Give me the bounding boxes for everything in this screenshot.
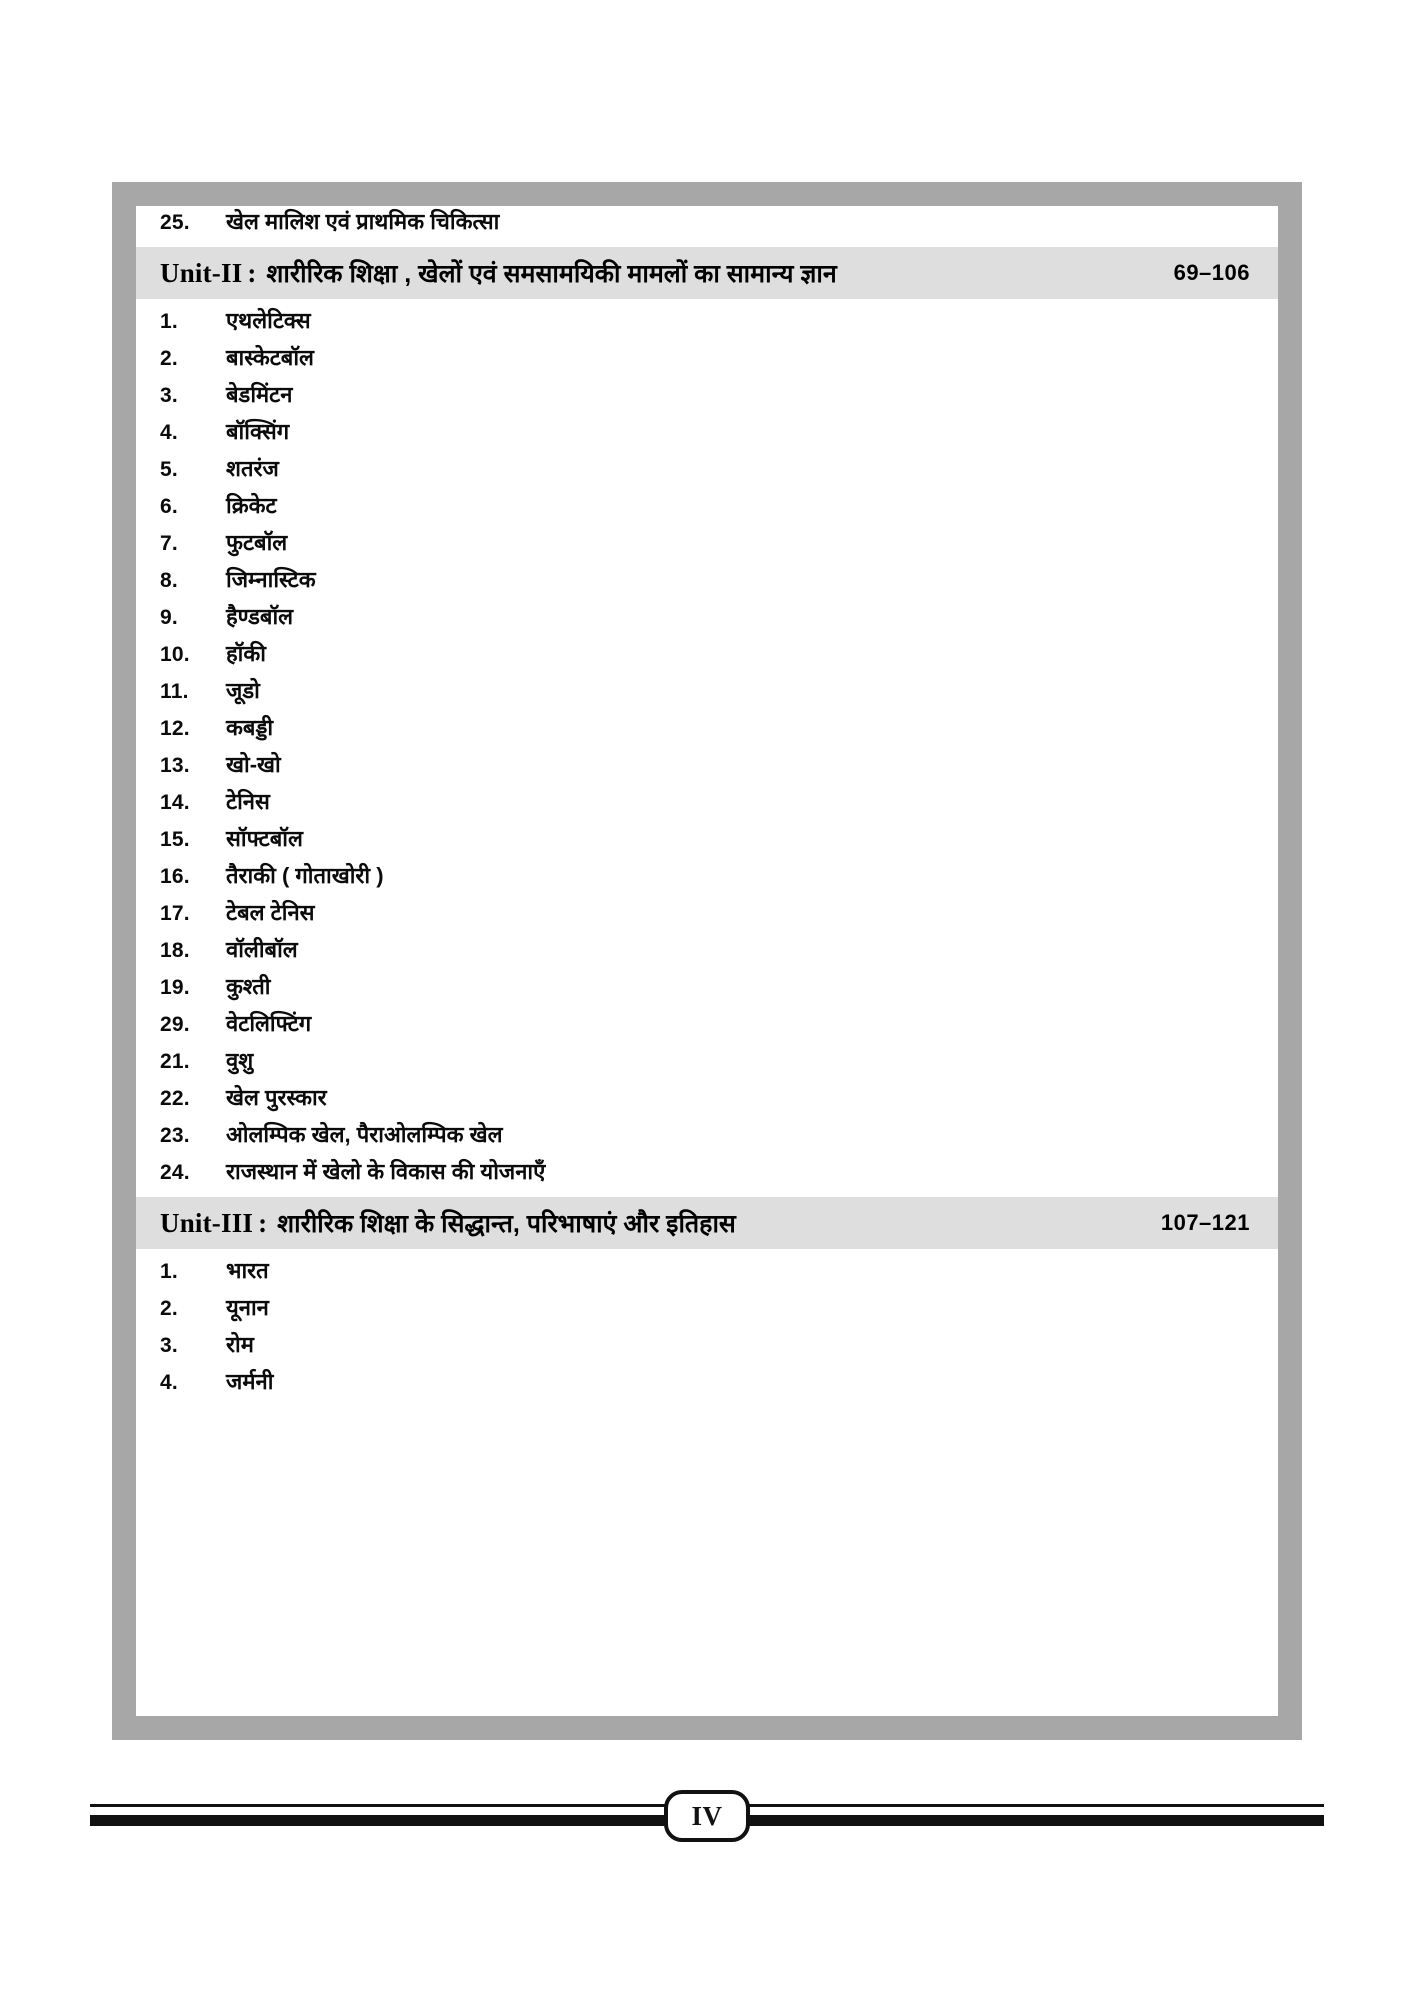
list-item-number: 16. — [160, 865, 190, 888]
list-item-number: 9. — [160, 606, 178, 629]
list-item-label: वेटलिफ्टिंग — [226, 1011, 312, 1036]
list-item-number: 6. — [160, 495, 178, 518]
list-item — [136, 1045, 1278, 1082]
unit-header — [136, 247, 1278, 299]
list-item-number: 23. — [160, 1124, 190, 1147]
page-number: IV — [691, 1800, 723, 1831]
list-item — [136, 305, 1278, 342]
page-border-frame — [112, 182, 1302, 1740]
list-item — [136, 1366, 1278, 1403]
list-item-number: 19. — [160, 976, 190, 999]
unit-label: Unit-III — [160, 1208, 254, 1238]
list-item-label: वॉलीबॉल — [226, 937, 298, 962]
list-item-number: 2. — [160, 1297, 178, 1320]
list-item-label: बॉक्सिंग — [226, 419, 290, 444]
list-item-number: 8. — [160, 569, 178, 592]
page-number-badge — [664, 1790, 750, 1842]
list-item-label: खो-खो — [226, 752, 281, 777]
list-item-number: 29. — [160, 1013, 190, 1036]
list-item-number: 11. — [160, 680, 189, 703]
list-item-number: 5. — [160, 458, 178, 481]
list-item-number: 22. — [160, 1087, 190, 1110]
list-item-label: एथलेटिक्स — [226, 308, 311, 333]
list-item-number: 1. — [160, 1260, 178, 1283]
list-item-number: 18. — [160, 939, 190, 962]
list-item-number: 21. — [160, 1050, 190, 1073]
list-item-label: जर्मनी — [226, 1369, 274, 1394]
list-item-number: 3. — [160, 384, 178, 407]
list-item-number: 1. — [160, 310, 178, 333]
list-item-label: क्रिकेट — [226, 493, 277, 518]
list-item-number: 14. — [160, 791, 190, 814]
unit-subject: शारीरिक शिक्षा , खेलों एवं समसामयिकी मामलों का सामान्य ज्ञान — [266, 260, 837, 288]
list-item — [136, 490, 1278, 527]
list-item-number: 25. — [160, 211, 190, 234]
list-item-number: 10. — [160, 643, 190, 666]
list-item — [136, 527, 1278, 564]
list-item-number: 12. — [160, 717, 190, 740]
list-item — [136, 564, 1278, 601]
list-item — [136, 1008, 1278, 1045]
list-item-number: 2. — [160, 347, 178, 370]
unit-page-range: 69–106 — [1173, 260, 1250, 285]
list-item — [136, 638, 1278, 675]
list-item-label: टेनिस — [226, 789, 270, 814]
list-item — [136, 860, 1278, 897]
list-item-number: 15. — [160, 828, 190, 851]
list-item-label: कुश्ती — [226, 974, 271, 999]
unit-page-range: 107–121 — [1160, 1210, 1250, 1235]
list-item — [136, 1292, 1278, 1329]
page-sheet — [136, 206, 1278, 1716]
list-item-label: यूनान — [226, 1295, 269, 1320]
table-of-contents — [136, 247, 1278, 1403]
list-item-number: 17. — [160, 902, 190, 925]
list-item-label: हैण्डबॉल — [226, 604, 294, 629]
list-item-number: 4. — [160, 1371, 178, 1394]
page-footer — [90, 1790, 1324, 1860]
list-item — [136, 1082, 1278, 1119]
list-item-label: भारत — [226, 1258, 269, 1283]
list-item-number: 3. — [160, 1334, 178, 1357]
list-item-label: ओलम्पिक खेल, पैराओलम्पिक खेल — [226, 1122, 503, 1147]
list-item-label: जिम्नास्टिक — [226, 567, 316, 592]
list-item — [136, 712, 1278, 749]
list-item-label: हॉकी — [226, 641, 266, 666]
list-item — [136, 206, 1278, 243]
list-item-number: 13. — [160, 754, 190, 777]
unit-colon: : — [258, 1208, 268, 1238]
list-item-number: 24. — [160, 1161, 190, 1184]
list-item — [136, 453, 1278, 490]
list-item — [136, 1329, 1278, 1366]
unit-header — [136, 1197, 1278, 1249]
list-item — [136, 601, 1278, 638]
list-item-label: शतरंज — [226, 456, 279, 481]
unit-subject: शारीरिक शिक्षा के सिद्धान्त, परिभाषाएं और इतिहास — [277, 1210, 736, 1238]
list-item — [136, 1119, 1278, 1156]
list-item-label: तैराकी ( गोताखोरी ) — [226, 863, 384, 888]
unit-colon: : — [247, 258, 257, 288]
list-item-label: खेल पुरस्कार — [226, 1085, 327, 1110]
list-item-label: बास्केटबॉल — [226, 345, 314, 370]
list-item — [136, 379, 1278, 416]
list-item — [136, 823, 1278, 860]
list-item — [136, 1255, 1278, 1292]
list-item-label: रोम — [226, 1332, 254, 1357]
unit-header-title — [160, 1206, 736, 1240]
unit-label: Unit-II — [160, 258, 243, 288]
list-item — [136, 934, 1278, 971]
list-item-label: खेल मालिश एवं प्राथमिक चिकित्सा — [226, 209, 500, 234]
list-item-label: कबड्डी — [226, 715, 274, 740]
list-item-label: वुशु — [226, 1048, 254, 1073]
list-item-label: राजस्थान में खेलो के विकास की योजनाएँ — [226, 1159, 546, 1184]
list-item — [136, 749, 1278, 786]
list-item — [136, 786, 1278, 823]
list-item-label: सॉफ्टबॉल — [226, 826, 303, 851]
list-item — [136, 416, 1278, 453]
unit-header-title — [160, 256, 837, 290]
list-item-label: फुटबॉल — [226, 530, 288, 555]
list-item-label: टेबल टेनिस — [226, 900, 315, 925]
list-item-label: जूडो — [226, 678, 260, 703]
list-item-number: 4. — [160, 421, 178, 444]
list-item — [136, 675, 1278, 712]
list-item — [136, 342, 1278, 379]
list-item-number: 7. — [160, 532, 178, 555]
list-item — [136, 897, 1278, 934]
list-item — [136, 1156, 1278, 1193]
list-item-label: बेडमिंटन — [226, 382, 293, 407]
list-item — [136, 971, 1278, 1008]
